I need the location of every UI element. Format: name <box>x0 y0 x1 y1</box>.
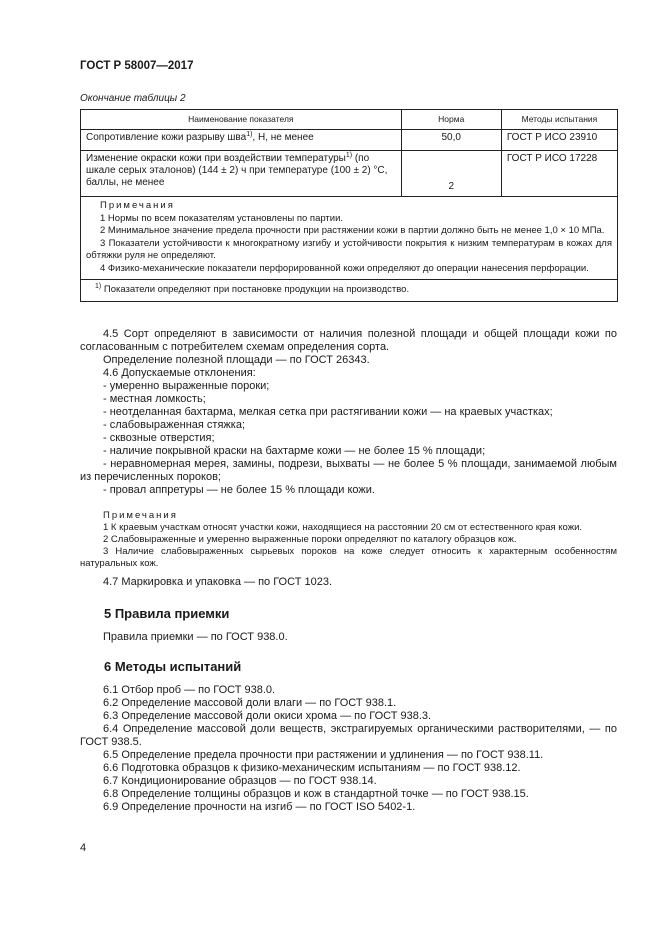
paragraph-acceptance: Правила приемки — по ГОСТ 938.0. <box>103 631 288 643</box>
table-row <box>81 130 618 151</box>
norm-value: 50,0 <box>401 130 501 151</box>
test-method: ГОСТ Р ИСО 23910 <box>501 130 617 151</box>
paragraph-4-7-block <box>80 576 617 589</box>
section-6-heading: 6 Методы испытаний <box>104 659 242 674</box>
test-method: ГОСТ Р ИСО 17228 <box>501 151 617 197</box>
column-header: Методы испытания <box>501 110 617 130</box>
indicator-name: Изменение окраски кожи при воздействии температуры$^{1)}$ (по шкале серых эталонов) (144 ± 2) ч при температуре (100 ± 2) °С, баллы, не менее <box>81 151 402 197</box>
method-item: 6.9 Определение прочности на изгиб — по ГОСТ ISO 5402-1. <box>103 801 416 813</box>
notes-title: Примечания <box>100 200 175 211</box>
table-notes-row <box>81 197 618 280</box>
method-item: 6.6 Подготовка образцов к физико-механическим испытаниям — по ГОСТ 938.12. <box>103 762 521 774</box>
table-note: 2 Минимальное значение предела прочности при растяжении кожи в партии должно быть не менее 1,0 × 10 МПа. <box>100 225 605 236</box>
deviation-item: - сквозные отверстия; <box>103 432 215 444</box>
section-note: 3 Наличие слабовыраженных сырьевых пороков на коже следует относить к характерным особенностям натуральных кож. <box>80 546 617 569</box>
page-number: 4 <box>80 842 87 854</box>
deviation-item: - местная ломкость; <box>103 393 206 405</box>
deviation-item: - неравномерная мерея, замины, подрези, выхваты — не более 5 % площади, занимаемой любым из перечисленных пороков; <box>80 458 617 483</box>
spec-table <box>80 109 618 302</box>
section-4-text <box>80 328 617 497</box>
table-caption: Окончание таблицы 2 <box>80 93 186 104</box>
column-header: Наименование показателя <box>81 110 402 130</box>
paragraph-4-7: 4.7 Маркировка и упаковка — по ГОСТ 1023. <box>103 576 332 588</box>
method-item: 6.2 Определение массовой доли влаги — по ГОСТ 938.1. <box>103 697 397 709</box>
indicator-name: Сопротивление кожи разрыву шва$^{1)}$, Н, не менее <box>81 130 402 151</box>
section-note: 2 Слабовыраженные и умеренно выраженные пороки определяют по каталогу образцов кож. <box>103 534 517 545</box>
deviation-item: - провал аппретуры — не более 15 % площади кожи. <box>103 484 375 496</box>
table-header-row <box>81 110 618 130</box>
section-6-list <box>80 684 617 814</box>
column-header: Норма <box>401 110 501 130</box>
norm-value: 2 <box>401 151 501 197</box>
paragraph-4-6: 4.6 Допускаемые отклонения: <box>103 367 256 379</box>
table-note: 4 Физико-механические показатели перфорированной кожи определяют до операции нанесения перфорации. <box>100 262 589 274</box>
table-footnote-row <box>81 280 618 302</box>
paragraph-useful-area: Определение полезной площади — по ГОСТ 26343. <box>103 354 370 366</box>
method-item: 6.5 Определение предела прочности при растяжении и удлинения — по ГОСТ 938.11. <box>103 749 544 761</box>
deviation-item: - умеренно выраженные пороки; <box>103 380 270 392</box>
paragraph-4-5: 4.5 Сорт определяют в зависимости от наличия полезной площади и общей площади кожи по согласованным с потребителем схемам определения сорта. <box>80 328 617 353</box>
table-note: 3 Показатели устойчивости к многократному изгибу и устойчивости покрытия к низким температурам в кожах для обтяжки руля не определяют. <box>86 237 612 261</box>
section-5-text <box>80 631 617 644</box>
section-5-heading: 5 Правила приемки <box>104 606 230 621</box>
section-note: 1 К краевым участкам относят участки кожи, находящиеся на расстоянии 20 см от естественного края кожи. <box>103 522 583 533</box>
footnote-ref: 1) <box>345 152 353 159</box>
method-item: 6.4 Определение массовой доли веществ, экстрагируемых органическими растворителями, — по ГОСТ 938.5. <box>80 723 617 748</box>
method-item: 6.8 Определение толщины образцов и кож в стандартной точке — по ГОСТ 938.15. <box>103 788 529 800</box>
footnote-ref: 1) <box>246 131 253 138</box>
document-id: ГОСТ Р 58007—2017 <box>80 60 194 72</box>
footnote-mark: 1) <box>95 283 102 290</box>
footnote-text: Показатели определяют при постановке продукции на производство. <box>103 284 410 295</box>
method-item: 6.3 Определение массовой доли окиси хрома — по ГОСТ 938.3. <box>103 710 432 722</box>
table-row <box>81 151 618 197</box>
method-item: 6.1 Отбор проб — по ГОСТ 938.0. <box>103 684 276 696</box>
deviation-item: - неотделанная бахтарма, мелкая сетка при растягивании кожи — на краевых участках; <box>103 406 553 418</box>
table-note: 1 Нормы по всем показателям установлены по партии. <box>100 212 344 224</box>
deviation-item: - наличие покрывной краски на бахтарме кожи — не более 15 % площади; <box>103 445 486 457</box>
notes-title: Примечания <box>103 510 178 521</box>
section-4-notes <box>80 510 617 570</box>
deviation-item: - слабовыраженная стяжка; <box>103 419 245 431</box>
method-item: 6.7 Кондиционирование образцов — по ГОСТ 938.14. <box>103 775 377 787</box>
